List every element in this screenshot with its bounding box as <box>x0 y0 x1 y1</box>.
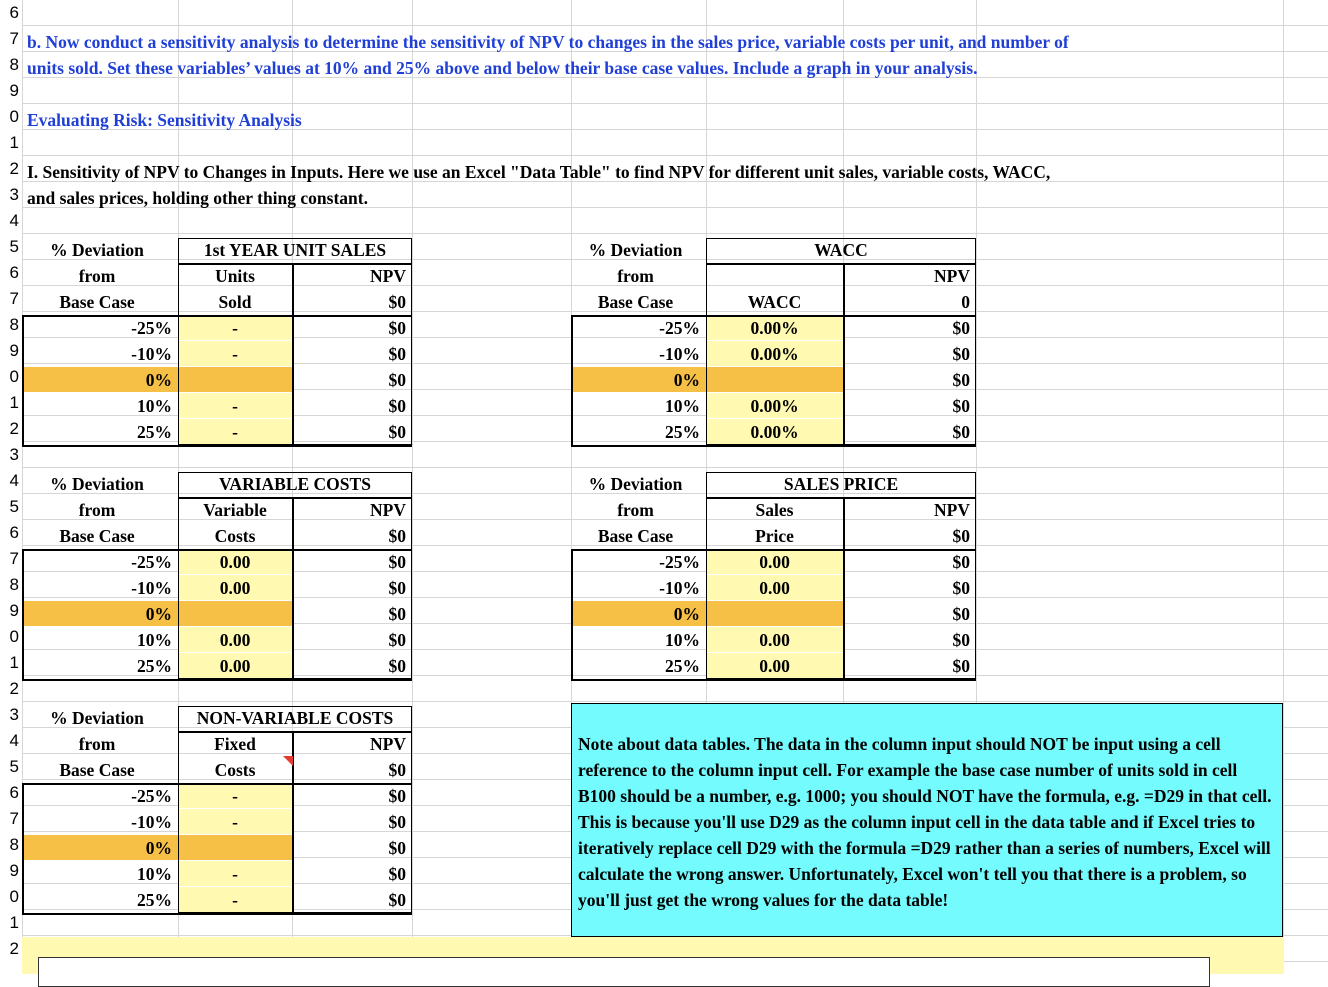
table-border <box>22 315 412 317</box>
row-number[interactable]: 0 <box>0 364 20 389</box>
deviation-header: % Deviation <box>588 240 683 260</box>
row-number[interactable]: 5 <box>0 494 20 519</box>
deviation-header: from <box>78 734 116 754</box>
npv-value-cell[interactable]: $0 <box>952 552 970 572</box>
deviation-cell[interactable]: -10% <box>659 578 700 598</box>
npv-value-cell[interactable]: $0 <box>388 370 406 390</box>
deviation-cell[interactable]: 0% <box>145 838 172 858</box>
row-number[interactable]: 7 <box>0 26 20 51</box>
base-npv-cell[interactable]: $0 <box>952 526 970 546</box>
npv-header: NPV <box>934 500 970 520</box>
table-border <box>843 263 845 445</box>
table-border <box>843 497 845 679</box>
row-number[interactable]: 6 <box>0 520 20 545</box>
base-npv-cell[interactable]: 0 <box>961 292 970 312</box>
input-value-cell[interactable]: - <box>232 422 238 442</box>
row-number[interactable]: 4 <box>0 208 20 233</box>
row-number[interactable]: 3 <box>0 442 20 467</box>
table-border <box>706 263 976 265</box>
deviation-header: Base Case <box>59 760 135 780</box>
row-number[interactable]: 7 <box>0 806 20 831</box>
row-number[interactable]: 4 <box>0 468 20 493</box>
deviation-cell[interactable]: -25% <box>659 318 700 338</box>
input-value-cell[interactable]: 0.00 <box>219 656 251 676</box>
deviation-cell[interactable]: 25% <box>137 890 172 910</box>
deviation-cell[interactable]: 0% <box>673 370 700 390</box>
table-border <box>571 549 573 679</box>
npv-value-cell[interactable]: $0 <box>388 318 406 338</box>
input-col-header: Costs <box>214 760 256 780</box>
row-number[interactable]: 8 <box>0 312 20 337</box>
npv-value-cell[interactable]: $0 <box>952 370 970 390</box>
deviation-cell[interactable]: -10% <box>131 344 172 364</box>
row-number[interactable]: 5 <box>0 234 20 259</box>
input-col-header: Price <box>755 526 794 546</box>
npv-value-cell[interactable]: $0 <box>388 812 406 832</box>
table-border <box>292 263 294 445</box>
npv-value-cell[interactable]: $0 <box>952 422 970 442</box>
table-border <box>706 497 976 499</box>
input-value-cell[interactable]: - <box>232 812 238 832</box>
npv-value-cell[interactable]: $0 <box>388 552 406 572</box>
npv-value-cell[interactable]: $0 <box>388 344 406 364</box>
input-value-cell[interactable]: 0.00% <box>750 344 799 364</box>
table-title: VARIABLE COSTS <box>219 474 371 494</box>
table-border <box>571 315 573 445</box>
grid-col-line <box>1283 0 1284 974</box>
table-border <box>178 497 412 499</box>
input-value-cell[interactable]: 0.00 <box>759 578 790 598</box>
table-border <box>292 497 294 679</box>
deviation-cell[interactable]: 10% <box>137 630 172 650</box>
table-border <box>178 263 412 265</box>
table-title: 1st YEAR UNIT SALES <box>203 240 387 260</box>
npv-value-cell[interactable]: $0 <box>388 786 406 806</box>
row-number[interactable]: 9 <box>0 338 20 363</box>
table-title: NON-VARIABLE COSTS <box>196 708 394 728</box>
input-value-cell[interactable]: 0.00% <box>750 396 799 416</box>
intro-line-2: and sales prices, holding other thing constant. <box>27 188 368 208</box>
table-border <box>706 238 976 445</box>
row-number[interactable]: 0 <box>0 104 20 129</box>
npv-value-cell[interactable]: $0 <box>388 630 406 650</box>
npv-value-cell[interactable]: $0 <box>952 656 970 676</box>
input-value-cell[interactable]: 0.00% <box>750 318 799 338</box>
table-border <box>178 706 412 913</box>
grid-row-line <box>22 467 1328 468</box>
input-col-header: Units <box>215 266 255 286</box>
deviation-cell[interactable]: -10% <box>659 344 700 364</box>
table-border <box>22 913 412 915</box>
npv-value-cell[interactable]: $0 <box>952 604 970 624</box>
deviation-cell[interactable]: -25% <box>131 552 172 572</box>
table-border <box>571 445 976 447</box>
deviation-cell[interactable]: -10% <box>131 812 172 832</box>
deviation-header: % Deviation <box>50 240 144 260</box>
intro-line-1: I. Sensitivity of NPV to Changes in Inputs. Here we use an Excel "Data Table" to find NPV for different unit sales, variable costs, WACC, <box>27 162 1051 182</box>
input-col-header: Variable <box>203 500 267 520</box>
input-value-cell[interactable]: 0.00 <box>219 578 251 598</box>
deviation-cell[interactable]: 25% <box>137 422 172 442</box>
question-line-1: b. Now conduct a sensitivity analysis to determine the sensitivity of NPV to changes in the sales price, variable costs per unit, and number of <box>27 32 1069 52</box>
table-border <box>22 315 24 445</box>
base-npv-cell[interactable]: $0 <box>388 760 406 780</box>
deviation-cell[interactable]: 10% <box>665 630 700 650</box>
input-value-cell[interactable]: - <box>232 864 238 884</box>
npv-value-cell[interactable]: $0 <box>388 890 406 910</box>
input-value-cell[interactable]: - <box>232 890 238 910</box>
deviation-cell[interactable]: 10% <box>665 396 700 416</box>
table-border <box>22 783 24 913</box>
deviation-header: % Deviation <box>50 474 144 494</box>
row-number[interactable]: 2 <box>0 936 20 961</box>
table-border <box>571 679 976 681</box>
row-number[interactable]: 3 <box>0 182 20 207</box>
deviation-cell[interactable]: -25% <box>131 786 172 806</box>
deviation-cell[interactable]: 0% <box>145 604 172 624</box>
npv-header: NPV <box>370 266 406 286</box>
deviation-header: from <box>78 500 116 520</box>
grid-row-line <box>22 233 1328 234</box>
row-number[interactable]: 9 <box>0 858 20 883</box>
base-npv-cell[interactable]: $0 <box>388 526 406 546</box>
table-border <box>22 679 412 681</box>
deviation-header: from <box>617 266 654 286</box>
grid-row-line <box>22 25 1328 26</box>
input-col-header: Sales <box>755 500 794 520</box>
deviation-header: % Deviation <box>50 708 144 728</box>
row-number[interactable]: 2 <box>0 416 20 441</box>
row-number[interactable]: 6 <box>0 260 20 285</box>
table-border <box>571 315 976 317</box>
deviation-cell[interactable]: 10% <box>137 396 172 416</box>
row-number[interactable]: 8 <box>0 52 20 77</box>
input-col-header: Costs <box>214 526 256 546</box>
row-number[interactable]: 0 <box>0 624 20 649</box>
input-col-header: Fixed <box>214 734 256 754</box>
npv-value-cell[interactable]: $0 <box>388 864 406 884</box>
table-border <box>178 731 412 733</box>
row-number[interactable]: 0 <box>0 884 20 909</box>
input-value-cell[interactable]: 0.00% <box>750 422 799 442</box>
cell-comment-indicator[interactable] <box>283 756 293 766</box>
deviation-cell[interactable]: 0% <box>673 604 700 624</box>
row-number[interactable]: 3 <box>0 702 20 727</box>
row-number[interactable]: 6 <box>0 0 20 25</box>
deviation-cell[interactable]: 10% <box>137 864 172 884</box>
table-border <box>706 472 976 679</box>
row-number[interactable]: 9 <box>0 598 20 623</box>
deviation-header: Base Case <box>597 292 674 312</box>
table-border <box>178 238 412 445</box>
npv-value-cell[interactable]: $0 <box>388 604 406 624</box>
deviation-header: from <box>617 500 654 520</box>
deviation-cell[interactable]: -25% <box>131 318 172 338</box>
npv-value-cell[interactable]: $0 <box>952 630 970 650</box>
input-value-cell[interactable]: 0.00 <box>219 630 251 650</box>
deviation-cell[interactable]: 0% <box>145 370 172 390</box>
row-number[interactable]: 4 <box>0 728 20 753</box>
deviation-header: from <box>78 266 116 286</box>
deviation-header: Base Case <box>597 526 674 546</box>
row-number[interactable]: 2 <box>0 156 20 181</box>
input-value-cell[interactable]: - <box>232 396 238 416</box>
row-number[interactable]: 8 <box>0 572 20 597</box>
row-number[interactable]: 1 <box>0 130 20 155</box>
input-col-header: WACC <box>747 292 802 312</box>
npv-value-cell[interactable]: $0 <box>952 578 970 598</box>
answer-textbox[interactable] <box>38 957 1210 987</box>
table-border <box>22 549 412 551</box>
npv-value-cell[interactable]: $0 <box>952 396 970 416</box>
input-col-header: Sold <box>218 292 252 312</box>
input-value-cell[interactable]: 0.00 <box>759 656 790 676</box>
deviation-header: Base Case <box>59 292 135 312</box>
npv-value-cell[interactable]: $0 <box>952 318 970 338</box>
npv-value-cell[interactable]: $0 <box>388 656 406 676</box>
table-border <box>178 472 412 679</box>
input-value-cell[interactable]: - <box>232 344 238 364</box>
row-number[interactable]: 7 <box>0 546 20 571</box>
npv-value-cell[interactable]: $0 <box>952 344 970 364</box>
deviation-cell[interactable]: -25% <box>659 552 700 572</box>
deviation-cell[interactable]: 25% <box>137 656 172 676</box>
npv-value-cell[interactable]: $0 <box>388 422 406 442</box>
deviation-cell[interactable]: 25% <box>665 656 700 676</box>
table-title: SALES PRICE <box>783 474 899 494</box>
table-border <box>22 445 412 447</box>
deviation-header: Base Case <box>59 526 135 546</box>
base-npv-cell[interactable]: $0 <box>388 292 406 312</box>
deviation-header: % Deviation <box>588 474 683 494</box>
npv-value-cell[interactable]: $0 <box>388 578 406 598</box>
row-number[interactable]: 5 <box>0 754 20 779</box>
row-number[interactable]: 1 <box>0 390 20 415</box>
data-table-note: Note about data tables. The data in the column input should NOT be input using a cell reference to the column input cell. For example the base case number of units sold in cell B100 should be a number, e.g. 1000; you should NOT have the formula, e.g. =D29 in that cell. This is because you'll use D29 as the column input cell in the data table and if Excel tries to iteratively replace cell D29 with the formula =D29 rather than a series of numbers, Excel will calculate the wrong answer. Unfortunately, Excel won't tell you that there is a problem, so you'll just get the wrong values for the data table! <box>571 703 1283 937</box>
grid-row-line <box>22 701 1328 702</box>
row-number[interactable]: 1 <box>0 910 20 935</box>
row-number[interactable]: 7 <box>0 286 20 311</box>
table-border <box>571 549 976 551</box>
input-value-cell[interactable]: 0.00 <box>759 552 790 572</box>
input-value-cell[interactable]: 0.00 <box>219 552 251 572</box>
row-number[interactable]: 1 <box>0 650 20 675</box>
input-value-cell[interactable]: - <box>232 318 238 338</box>
question-line-2: units sold. Set these variables’ values at 10% and 25% above and below their base case values. Include a graph in your analysis. <box>27 58 978 78</box>
row-number[interactable]: 8 <box>0 832 20 857</box>
grid-col-line <box>412 0 413 974</box>
npv-header: NPV <box>370 500 406 520</box>
section-title: Evaluating Risk: Sensitivity Analysis <box>27 110 302 130</box>
deviation-cell[interactable]: 25% <box>665 422 700 442</box>
deviation-cell[interactable]: -10% <box>131 578 172 598</box>
input-value-cell[interactable]: 0.00 <box>759 630 790 650</box>
row-number[interactable]: 2 <box>0 676 20 701</box>
npv-value-cell[interactable]: $0 <box>388 396 406 416</box>
table-border <box>22 783 412 785</box>
row-number[interactable]: 9 <box>0 78 20 103</box>
row-number[interactable]: 6 <box>0 780 20 805</box>
npv-header: NPV <box>370 734 406 754</box>
table-title: WACC <box>814 240 868 260</box>
table-border <box>22 549 24 679</box>
grid-row-line <box>22 103 1328 104</box>
npv-header: NPV <box>934 266 970 286</box>
input-value-cell[interactable]: - <box>232 786 238 806</box>
grid-row-line <box>22 155 1328 156</box>
npv-value-cell[interactable]: $0 <box>388 838 406 858</box>
